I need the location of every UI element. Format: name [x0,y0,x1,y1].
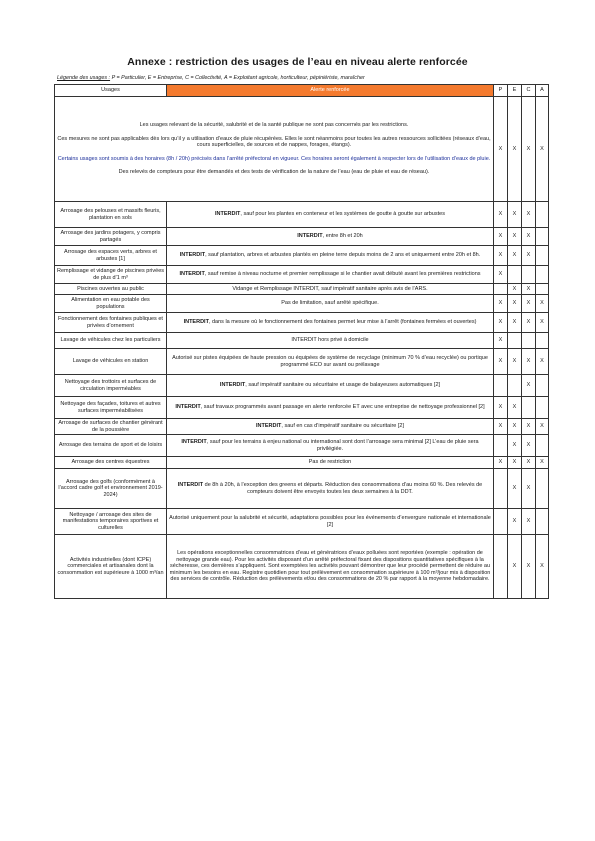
restriction-lead: INTERDIT [181,439,207,446]
restriction-lead: INTERDIT [219,382,246,389]
usage-cell: Arrosage des espaces verts, arbres et arbustes [1] [55,246,167,266]
table-row [55,246,549,266]
mark-c: X [522,313,536,333]
table-row [55,333,549,349]
restriction-cell [167,202,494,228]
mark-a: X [536,313,549,333]
table-row [55,535,549,599]
restriction-cell [167,535,494,599]
header-e: E [508,85,522,97]
restriction-text: Pas de limitation, sauf arrêté spécifique. [281,300,379,307]
mark-a [536,397,549,419]
intro-cell [55,97,494,202]
usage-cell: Arrosage de surfaces de chantier générant de la poussière [55,419,167,435]
mark-a [536,202,549,228]
restriction-cell [167,284,494,295]
restrictions-table [54,84,549,599]
header-usages: Usages [55,85,167,97]
mark-e [508,266,522,284]
mark-e: X [508,228,522,246]
restriction-text: , dans la mesure où le fonctionnement des fontaines permet leur mise à l’arrêt (fontaines fermées et ouvertes) [208,319,477,326]
mark-p [494,509,508,535]
intro-line-1: Les usages relevant de la sécurité, salubrité et de la santé publique ne sont pas concernés par les restrictions. [139,122,409,129]
mark-e: X [508,509,522,535]
mark-p: X [494,228,508,246]
mark-c [522,397,536,419]
restriction-text: , sauf travaux programmés avant passage en alerte renforcée ET avec une entreprise de nettoyage professionnel [2] [200,404,485,411]
table-row [55,202,549,228]
table-row [55,419,549,435]
mark-p [494,435,508,457]
table-row [55,375,549,397]
table-header-row [55,85,549,97]
restriction-lead: INTERDIT [179,271,205,278]
mark-e: X [508,535,522,599]
restriction-text: Vidange et Remplissage INTERDIT, sauf impératif sanitaire après avis de l’ARS. [232,285,428,292]
intro-line-3: Certains usages sont soumis à des horaires (8h / 20h) précisés dans l’arrêté préfectoral en vigueur. Ces horaires seront également à respecter lors de l’utilisation d’eaux de pluie. [57,155,491,162]
mark-p: X [494,202,508,228]
restriction-cell [167,469,494,509]
restriction-text: , sauf pour les terrains à enjeu national ou international sont dont l’arrosage sera minimal [2] L’eau de pluie sera privilégiée. [206,439,479,452]
restriction-cell [167,266,494,284]
table-row [55,228,549,246]
mark-a [536,284,549,295]
legend-heading: Légende des usages : [57,75,111,81]
mark-p: X [494,349,508,375]
restriction-cell [167,313,494,333]
header-c: C [522,85,536,97]
restriction-text: , sauf plantation, arbres et arbustes plantés en pleine terre depuis moins de 2 ans et uniquement entre 20h et 8h. [205,252,481,259]
table-row [55,313,549,333]
mark-e: X [508,457,522,469]
mark-a [536,435,549,457]
mark-a [536,333,549,349]
page-title: Annexe : restriction des usages de l’eau en niveau alerte renforcée [127,56,468,68]
mark-c: X [522,419,536,435]
mark-c: X [522,435,536,457]
restriction-cell [167,509,494,535]
usage-cell: Arrosage des golfs (conformément à l’accord cadre golf et environnement 2019-2024) [55,469,167,509]
intro-mark-c: X [522,97,536,202]
mark-e: X [508,246,522,266]
usage-cell: Arrosage des jardins potagers, y compris partagés [55,228,167,246]
intro-line-4: Des relevés de compteurs pour être demandés et des tests de vérification de la nature de l’eau (eau de pluie et eau de réseau). [118,169,430,176]
restriction-text: de 8h à 20h, à l’exception des greens et départs. Réduction des consommations d’au moins 60 %. Des relevés de compteurs doivent être envoyés toutes les deux semaines à la DDT. [203,482,483,495]
mark-p: X [494,246,508,266]
restriction-cell [167,333,494,349]
mark-a [536,469,549,509]
legend [57,75,557,81]
mark-c [522,333,536,349]
restriction-cell [167,295,494,313]
mark-p [494,535,508,599]
mark-a: X [536,419,549,435]
table-row [55,349,549,375]
restriction-text: , sauf en cas d’impératif sanitaire ou sécuritaire [2] [281,423,404,430]
mark-a: X [536,535,549,599]
table-row [55,397,549,419]
mark-e: X [508,397,522,419]
mark-p: X [494,397,508,419]
legend-items: P = Particulier, E = Entreprise, C = Collectivité, A = Exploitant agricole, horticulteur, pépiniériste, maraîcher [111,75,365,81]
table-row [55,457,549,469]
mark-a [536,228,549,246]
restriction-lead: INTERDIT [183,319,209,326]
restriction-text: Pas de restriction [308,459,352,466]
table-row [55,266,549,284]
mark-c: X [522,375,536,397]
mark-c: X [522,535,536,599]
mark-c: X [522,509,536,535]
restriction-lead: INTERDIT [179,252,206,259]
mark-a [536,375,549,397]
mark-e: X [508,435,522,457]
restriction-lead: INTERDIT [215,211,241,218]
usage-cell: Nettoyage / arrosage des sites de manifestations temporaires sportives et culturelles [55,509,167,535]
restriction-cell [167,349,494,375]
table-row [55,469,549,509]
restriction-text: INTERDIT hors privé à domicile [291,337,369,344]
restriction-cell [167,457,494,469]
restriction-text: , sauf remise à niveau nocturne et premier remplissage si le chantier avait débuté avant les premières restrictions [204,271,481,278]
usage-cell: Nettoyage des trottoirs et surfaces de circulation imperméables [55,375,167,397]
usage-cell: Nettoyage des façades, toitures et autres surfaces imperméabilisées [55,397,167,419]
mark-c: X [522,246,536,266]
usage-cell: Piscines ouvertes au public [55,284,167,295]
mark-c: X [522,202,536,228]
intro-mark-e: X [508,97,522,202]
mark-e [508,375,522,397]
mark-e: X [508,419,522,435]
intro-mark-a: X [536,97,549,202]
mark-p: X [494,313,508,333]
mark-p [494,469,508,509]
restriction-lead: INTERDIT [297,233,323,240]
restriction-cell [167,419,494,435]
mark-p [494,375,508,397]
usage-cell: Arrosage des terrains de sport et de loisirs [55,435,167,457]
mark-c: X [522,349,536,375]
table-row [55,295,549,313]
usage-cell: Arrosage des centres équestres [55,457,167,469]
mark-e: X [508,313,522,333]
mark-a: X [536,457,549,469]
mark-p: X [494,266,508,284]
restriction-text: , sauf impératif sanitaire ou sécuritaire et usage de balayeuses automatiques [2] [245,382,441,389]
mark-c: X [522,295,536,313]
mark-e: X [508,469,522,509]
usage-cell: Fonctionnement des fontaines publiques et privées d’ornement [55,313,167,333]
mark-a: X [536,349,549,375]
usage-cell: Activités industrielles (dont ICPE) commerciales et artisanales dont la consommation est supérieure à 1000 m³/an [55,535,167,599]
table-row [55,435,549,457]
restriction-cell [167,246,494,266]
mark-c: X [522,228,536,246]
usage-cell: Remplissage et vidange de piscines privées de plus d’1 m³ [55,266,167,284]
mark-e: X [508,295,522,313]
header-alerte-renforcee: Alerte renforcée [167,85,494,97]
mark-e [508,333,522,349]
restriction-text: , sauf pour les plantes en conteneur et les systèmes de goutte à goutte sur arbustes [240,211,445,218]
restriction-text: Autorisé uniquement pour la salubrité et sécurité, adaptations possibles pour les événements d’envergure nationale et internationale [2] [169,515,491,528]
usage-cell: Lavage de véhicules en station [55,349,167,375]
mark-e: X [508,284,522,295]
mark-a [536,509,549,535]
restriction-cell [167,228,494,246]
mark-c [522,266,536,284]
restriction-lead: INTERDIT [256,423,282,430]
intro-mark-p: X [494,97,508,202]
mark-p: X [494,457,508,469]
restriction-cell [167,397,494,419]
mark-a [536,266,549,284]
restriction-lead: INTERDIT [177,482,204,489]
mark-p [494,284,508,295]
restriction-text: Autorisé sur pistes équipées de haute pression ou équipées de système de recyclage (minimum 70 % d’eau recyclée) ou portique programmé ECO sur avant ou prélavage [172,355,488,368]
mark-p: X [494,295,508,313]
mark-c: X [522,284,536,295]
usage-cell: Arrosage des pelouses et massifs fleuris, plantation en sols [55,202,167,228]
mark-c: X [522,469,536,509]
mark-e: X [508,202,522,228]
restriction-text: , entre 8h et 20h [322,233,363,240]
usage-cell: Lavage de véhicules chez les particuliers [55,333,167,349]
mark-c: X [522,457,536,469]
header-a: A [536,85,549,97]
intro-row [55,97,549,202]
restriction-lead: INTERDIT [175,404,201,411]
mark-e: X [508,349,522,375]
mark-p: X [494,419,508,435]
restriction-cell [167,375,494,397]
mark-a [536,246,549,266]
intro-line-2: Ces mesures ne sont pas applicables dès lors qu’il y a utilisation d’eaux de pluie récupérées. Elles le sont néanmoins pour toutes les autres ressources sollicitées (réseaux d’eau, cours superficielles, de sources et de nappes, forages, étangs). [57,135,491,149]
restriction-text: Les opérations exceptionnelles consommatrices d’eau et génératrices d’eaux polluées sont reportées (exemple : opération de nettoyage grande eau). Pour les activités disposant d’un arrêté préfectoral fixant des dispositions quantitatives spécifiques à la sécheresse, ces dernières s’appliquent. Sont exemptées les activités pouvant démontrer que leur procédé permettent de réduire au minimum les besoins en eau. Registre quotidien pour tout prélèvement en consommation supérieure à 100 m³/jour mis à disposition des services de contrôle. Réduction des prélèvements et/ou des consommations de 20 % par rapport à la moyenne hebdomadaire. [169,550,491,583]
mark-a: X [536,295,549,313]
mark-p: X [494,333,508,349]
usage-cell: Alimentation en eau potable des populations [55,295,167,313]
table-row [55,284,549,295]
restriction-cell [167,435,494,457]
header-p: P [494,85,508,97]
table-row [55,509,549,535]
